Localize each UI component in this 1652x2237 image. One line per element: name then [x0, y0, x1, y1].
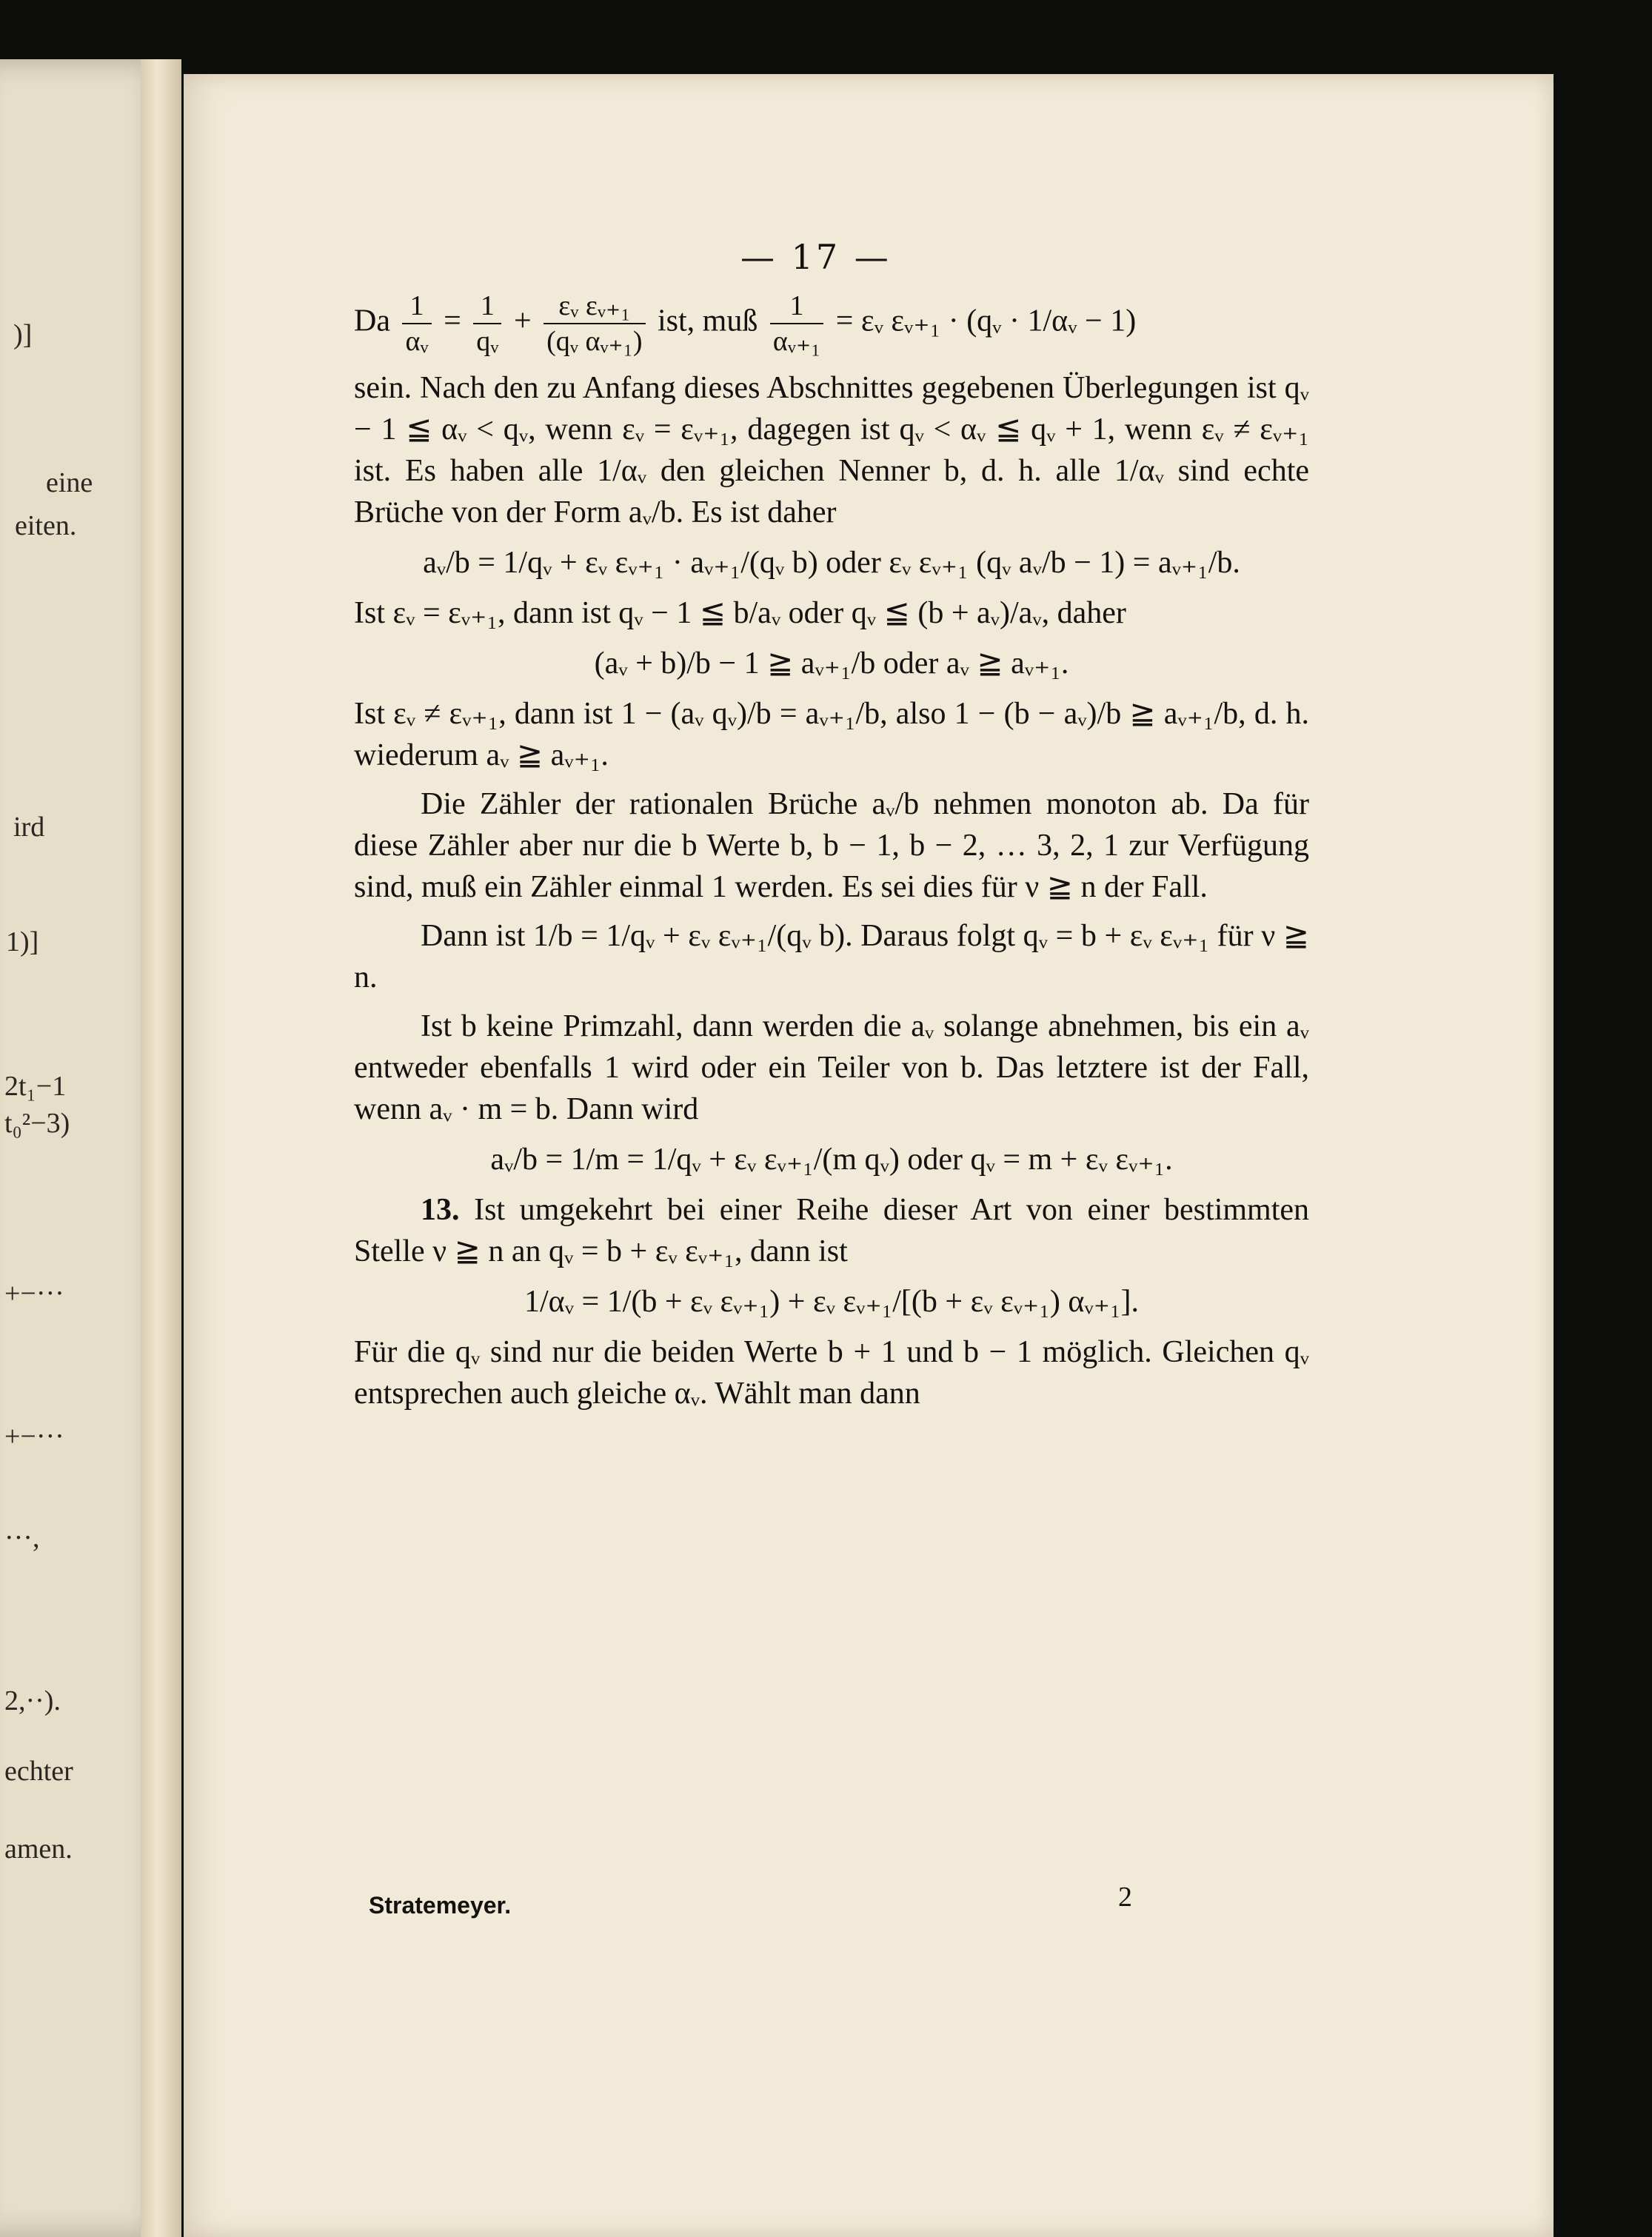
paragraph: Ist εᵥ = εᵥ₊₁, dann ist qᵥ − 1 ≦ b/aᵥ oder qᵥ ≦ (b + aᵥ)/aᵥ, daher — [354, 596, 1126, 630]
paragraph: sein. Nach den zu Anfang dieses Abschnittes gegebenen Überlegungen ist qᵥ − 1 ≦ αᵥ < qᵥ, wenn εᵥ = εᵥ₊₁, dagegen ist qᵥ < αᵥ ≦ qᵥ + 1, wenn εᵥ ≠ εᵥ₊₁ ist. Es haben alle 1/αᵥ den gleichen Nenner b, d. h. alle 1/αᵥ sind echte Brüche von der Form aᵥ/b. Es ist daher — [354, 371, 1309, 529]
margin-fragment: echter — [4, 1756, 73, 1787]
margin-fragment: amen. — [4, 1833, 73, 1865]
section-paragraph — [354, 1189, 1309, 1272]
display-equation: aᵥ/b = 1/m = 1/qᵥ + εᵥ εᵥ₊₁/(m qᵥ) oder qᵥ = m + εᵥ εᵥ₊₁. — [490, 1143, 1173, 1177]
margin-fragment: ···, — [4, 1522, 40, 1554]
paragraph: Die Zähler der rationalen Brüche aᵥ/b nehmen monoton ab. Da für diese Zähler aber nur die b Werte b, b − 1, b − 2, … 3, 2, 1 zur Verfügung sind, muß ein Zähler einmal 1 werden. Es sei dies für ν ≧ n der Fall. — [354, 787, 1309, 904]
section-number: 13. — [421, 1193, 460, 1227]
margin-fragment: 1)] — [6, 926, 39, 957]
fraction — [473, 289, 501, 358]
denominator: (qᵥ αᵥ₊₁) — [546, 326, 643, 357]
fraction — [544, 289, 645, 358]
numerator: 1 — [770, 289, 823, 324]
paragraph-text: Ist umgekehrt bei einer Reihe dieser Art von einer bestimmten Stelle ν ≧ n an qᵥ = b + εᵥ εᵥ₊₁, dann ist — [354, 1193, 1310, 1268]
paragraph: Ist εᵥ ≠ εᵥ₊₁, dann ist 1 − (aᵥ qᵥ)/b = aᵥ₊₁/b, also 1 − (b − aᵥ)/b ≧ aᵥ₊₁/b, d. h. wiederum aᵥ ≧ aᵥ₊₁. — [354, 697, 1309, 772]
paragraph: Für die qᵥ sind nur die beiden Werte b + 1 und b − 1 möglich. Gleichen qᵥ entsprechen auch gleiche αᵥ. Wählt man dann — [354, 1335, 1309, 1411]
denominator: αᵥ₊₁ — [772, 326, 821, 357]
display-equation: 1/αᵥ = 1/(b + εᵥ εᵥ₊₁) + εᵥ εᵥ₊₁/[(b + εᵥ εᵥ₊₁) αᵥ₊₁]. — [524, 1285, 1139, 1319]
right-hand-side: = εᵥ εᵥ₊₁ · (qᵥ · 1/αᵥ − 1) — [835, 304, 1137, 338]
da-word: Da — [354, 304, 390, 338]
paragraph: Ist b keine Primzahl, dann werden die aᵥ solange abnehmen, bis ein aᵥ entweder ebenfalls 1 wird oder ein Teiler von b. Das letztere ist der Fall, wenn aᵥ · m = b. Dann wird — [354, 1009, 1309, 1126]
margin-fragment: eiten. — [15, 510, 77, 541]
display-equation: aᵥ/b = 1/qᵥ + εᵥ εᵥ₊₁ · aᵥ₊₁/(qᵥ b) oder εᵥ εᵥ₊₁ (qᵥ aᵥ/b − 1) = aᵥ₊₁/b. — [423, 546, 1240, 580]
denominator: qᵥ — [476, 326, 499, 357]
margin-fragment: ird — [13, 812, 45, 843]
page-body — [354, 289, 1309, 1422]
equation-line-1 — [354, 289, 1309, 358]
margin-fragment: 2t₁−1 — [4, 1071, 67, 1102]
numerator: 1 — [473, 289, 501, 324]
margin-fragment: +−··· — [4, 1421, 64, 1452]
fraction — [770, 289, 823, 358]
numerator: 1 — [402, 289, 431, 324]
left-page-edge — [141, 59, 181, 2237]
margin-fragment: eine — [46, 467, 93, 498]
margin-fragment: +−··· — [4, 1278, 64, 1309]
inline-text: ist, muß — [658, 304, 758, 338]
equals-sign: = — [444, 304, 461, 338]
denominator: αᵥ — [405, 326, 429, 357]
plus-sign: + — [513, 304, 532, 338]
margin-fragment: 2,··). — [4, 1685, 61, 1716]
fraction — [402, 289, 431, 358]
numerator: εᵥ εᵥ₊₁ — [544, 289, 645, 324]
paragraph: Dann ist 1/b = 1/qᵥ + εᵥ εᵥ₊₁/(qᵥ b). Daraus folgt qᵥ = b + εᵥ εᵥ₊₁ für ν ≧ n. — [354, 919, 1309, 994]
margin-fragment: t₀²−3) — [4, 1108, 70, 1139]
display-equation: (aᵥ + b)/b − 1 ≧ aᵥ₊₁/b oder aᵥ ≧ aᵥ₊₁. — [594, 646, 1069, 681]
footer-signature: 2 — [1118, 1882, 1132, 1913]
footer-author: Stratemeyer. — [369, 1892, 512, 1919]
page-number: — 17 — — [740, 237, 892, 277]
margin-fragment: )] — [13, 319, 33, 350]
